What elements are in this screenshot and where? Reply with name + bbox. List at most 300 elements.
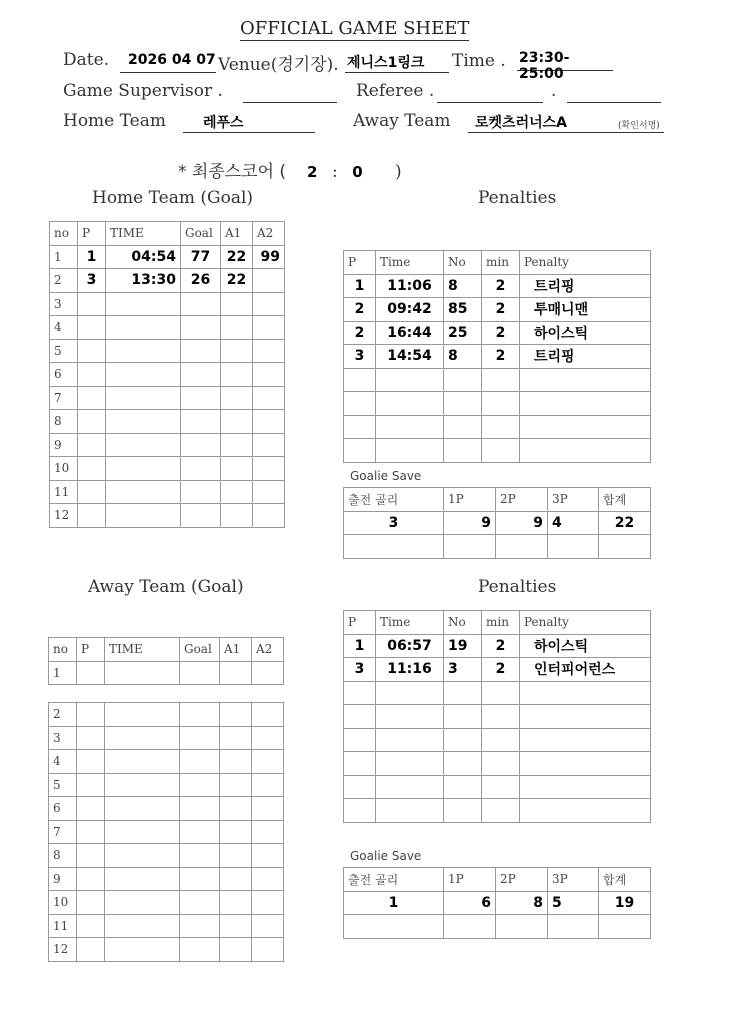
assist2-cell[interactable] — [253, 410, 285, 434]
assist1-cell[interactable] — [221, 316, 253, 340]
assist2-cell[interactable] — [252, 726, 284, 750]
player-number-cell[interactable]: 85 — [444, 298, 482, 322]
away-goalie-title: Goalie Save — [350, 849, 422, 863]
period-cell[interactable] — [344, 681, 376, 705]
goalie-number-cell[interactable] — [344, 535, 444, 559]
period3-saves-cell[interactable]: 4 — [548, 511, 599, 535]
minutes-cell[interactable] — [482, 752, 520, 776]
time-cell[interactable] — [106, 410, 181, 434]
home-goal-row — [50, 316, 285, 340]
time-cell[interactable] — [105, 797, 180, 821]
assist1-cell[interactable] — [220, 891, 252, 915]
date-label: Date. — [63, 50, 110, 70]
minutes-cell[interactable]: 2 — [482, 345, 520, 369]
goalie-number-cell[interactable] — [344, 915, 444, 939]
player-number-cell[interactable]: 3 — [444, 658, 482, 682]
period-cell[interactable] — [344, 415, 376, 439]
time-cell[interactable]: 14:54 — [376, 345, 444, 369]
period-cell[interactable]: 1 — [344, 634, 376, 658]
away-penalties-header-row — [344, 611, 651, 635]
player-number-cell[interactable] — [444, 728, 482, 752]
total-saves-cell[interactable] — [599, 535, 651, 559]
total-saves-cell[interactable] — [599, 915, 651, 939]
away-team-field[interactable] — [468, 110, 664, 133]
home-goals-col-header: P — [78, 222, 106, 246]
player-number-cell[interactable]: 19 — [444, 634, 482, 658]
player-number-cell[interactable] — [444, 415, 482, 439]
player-number-cell[interactable] — [444, 392, 482, 416]
row-number: 8 — [50, 410, 78, 434]
period-cell[interactable] — [77, 891, 105, 915]
away-penalty-row — [344, 705, 651, 729]
period-cell[interactable] — [344, 705, 376, 729]
minutes-cell[interactable] — [482, 681, 520, 705]
period2-saves-cell[interactable] — [496, 535, 548, 559]
period-cell[interactable] — [344, 368, 376, 392]
away-goal-row — [49, 844, 284, 868]
total-saves-cell[interactable]: 19 — [599, 891, 651, 915]
period2-saves-cell[interactable]: 8 — [496, 891, 548, 915]
away-goal-row — [49, 914, 284, 938]
time-cell[interactable] — [105, 914, 180, 938]
away-team-value: 로켓츠러너스A — [475, 115, 567, 131]
time-cell[interactable] — [376, 415, 444, 439]
goal-cell[interactable] — [180, 891, 220, 915]
time-cell[interactable]: 04:54 — [106, 245, 181, 269]
penalty-cell[interactable] — [520, 775, 651, 799]
assist2-cell[interactable] — [252, 867, 284, 891]
home-goal-row — [50, 410, 285, 434]
assist1-cell[interactable]: 22 — [221, 269, 253, 293]
row-number: 10 — [50, 457, 78, 481]
away-goalie-col-header: 3P — [548, 868, 599, 892]
home-goals-col-header: no — [50, 222, 78, 246]
away-goal-row — [49, 867, 284, 891]
time-cell[interactable] — [376, 799, 444, 823]
home-penalties-title: Penalties — [478, 188, 557, 208]
assist2-cell[interactable] — [253, 457, 285, 481]
penalty-cell[interactable]: 투매니맨 — [520, 298, 651, 322]
minutes-cell[interactable] — [482, 415, 520, 439]
goal-cell[interactable] — [180, 703, 220, 727]
period-cell[interactable] — [77, 938, 105, 962]
period-cell[interactable] — [344, 799, 376, 823]
home-goals-col-header: A1 — [221, 222, 253, 246]
minutes-cell[interactable] — [482, 439, 520, 463]
player-number-cell[interactable] — [444, 681, 482, 705]
time-cell[interactable] — [106, 480, 181, 504]
away-goal-row — [49, 820, 284, 844]
period-cell[interactable] — [77, 750, 105, 774]
assist2-cell[interactable] — [253, 504, 285, 528]
assist1-cell[interactable]: 22 — [221, 245, 253, 269]
home-penalties-table — [343, 250, 651, 463]
assist2-cell[interactable] — [252, 891, 284, 915]
row-number: 5 — [49, 773, 77, 797]
minutes-cell[interactable] — [482, 392, 520, 416]
period-cell[interactable] — [78, 316, 106, 340]
row-number: 10 — [49, 891, 77, 915]
minutes-cell[interactable] — [482, 368, 520, 392]
away-penalty-row — [344, 634, 651, 658]
home-penalty-row — [344, 368, 651, 392]
minutes-cell[interactable] — [482, 705, 520, 729]
period-cell[interactable] — [78, 363, 106, 387]
assist2-cell[interactable] — [252, 820, 284, 844]
assist2-cell[interactable] — [252, 797, 284, 821]
assist2-cell[interactable] — [252, 773, 284, 797]
minutes-cell[interactable] — [482, 799, 520, 823]
goal-cell[interactable] — [181, 292, 221, 316]
home-goals-table — [49, 221, 285, 528]
goal-cell[interactable] — [181, 504, 221, 528]
time-cell[interactable]: 11:06 — [376, 274, 444, 298]
time-cell[interactable] — [376, 752, 444, 776]
referee2-field[interactable] — [567, 80, 661, 103]
signature-note: (확인서명) — [618, 121, 660, 131]
time-cell[interactable] — [105, 867, 180, 891]
goal-cell[interactable] — [180, 726, 220, 750]
total-saves-cell[interactable]: 22 — [599, 511, 651, 535]
home-goal-row — [50, 433, 285, 457]
minutes-cell[interactable]: 2 — [482, 634, 520, 658]
home-penalty-row — [344, 439, 651, 463]
row-number: 6 — [50, 363, 78, 387]
away-goals-col-header: Goal — [180, 638, 220, 662]
assist1-cell[interactable] — [221, 480, 253, 504]
period-cell[interactable]: 2 — [344, 298, 376, 322]
assist2-cell[interactable] — [252, 938, 284, 962]
period-cell[interactable] — [77, 820, 105, 844]
home-team-field[interactable] — [183, 110, 315, 133]
assist2-cell[interactable] — [253, 433, 285, 457]
home-team-value: 레푸스 — [203, 115, 244, 131]
player-number-cell[interactable]: 25 — [444, 321, 482, 345]
goal-cell[interactable] — [180, 844, 220, 868]
goal-cell[interactable] — [180, 867, 220, 891]
penalty-cell[interactable]: 트리핑 — [520, 274, 651, 298]
period-cell[interactable] — [78, 292, 106, 316]
row-number: 1 — [50, 245, 78, 269]
period1-saves-cell[interactable]: 6 — [444, 891, 496, 915]
time-value: 23:30-25:00 — [519, 50, 570, 82]
away-goalie-row — [344, 915, 651, 939]
goal-cell[interactable] — [180, 661, 220, 685]
assist2-cell[interactable] — [253, 363, 285, 387]
assist1-cell[interactable] — [220, 773, 252, 797]
penalty-cell[interactable] — [520, 392, 651, 416]
time-cell[interactable] — [106, 363, 181, 387]
penalty-cell[interactable]: 트리핑 — [520, 345, 651, 369]
assist2-cell[interactable] — [253, 269, 285, 293]
period-cell[interactable] — [344, 439, 376, 463]
away-goal-row — [49, 773, 284, 797]
player-number-cell[interactable] — [444, 368, 482, 392]
time-cell[interactable] — [376, 681, 444, 705]
goal-cell[interactable] — [181, 433, 221, 457]
goal-cell[interactable] — [181, 386, 221, 410]
goal-cell[interactable] — [181, 363, 221, 387]
period-cell[interactable] — [77, 914, 105, 938]
away-goal-row — [49, 797, 284, 821]
time-cell[interactable] — [106, 316, 181, 340]
venue-field[interactable] — [345, 50, 449, 73]
penalty-cell[interactable] — [520, 368, 651, 392]
period-cell[interactable]: 2 — [344, 321, 376, 345]
home-goalie-title: Goalie Save — [350, 469, 422, 483]
time-cell[interactable] — [376, 368, 444, 392]
assist1-cell[interactable] — [221, 433, 253, 457]
home-goal-row — [50, 292, 285, 316]
period3-saves-cell[interactable]: 5 — [548, 891, 599, 915]
away-penalty-row — [344, 752, 651, 776]
time-cell[interactable] — [105, 726, 180, 750]
player-number-cell[interactable] — [444, 799, 482, 823]
home-penalties-col-header: P — [344, 251, 376, 275]
player-number-cell[interactable] — [444, 752, 482, 776]
penalty-cell[interactable] — [520, 728, 651, 752]
assist1-cell[interactable] — [220, 726, 252, 750]
time-cell[interactable] — [106, 504, 181, 528]
period-cell[interactable] — [78, 410, 106, 434]
period1-saves-cell[interactable]: 9 — [444, 511, 496, 535]
home-goalie-row — [344, 511, 651, 535]
home-goalie-col-header: 출전 골리 — [344, 488, 444, 512]
row-number: 3 — [50, 292, 78, 316]
time-cell[interactable] — [106, 386, 181, 410]
time-cell[interactable] — [376, 775, 444, 799]
goal-cell[interactable] — [181, 410, 221, 434]
period2-saves-cell[interactable]: 9 — [496, 511, 548, 535]
goal-cell[interactable] — [181, 480, 221, 504]
period-cell[interactable] — [78, 433, 106, 457]
period-cell[interactable] — [77, 797, 105, 821]
assist1-cell[interactable] — [221, 292, 253, 316]
period-cell[interactable]: 3 — [344, 658, 376, 682]
away-penalties-col-header: min — [482, 611, 520, 635]
penalty-cell[interactable]: 하이스틱 — [520, 321, 651, 345]
assist2-cell[interactable] — [253, 292, 285, 316]
period-cell[interactable] — [77, 726, 105, 750]
player-number-cell[interactable] — [444, 439, 482, 463]
period-cell[interactable] — [344, 392, 376, 416]
row-number: 11 — [49, 914, 77, 938]
assist2-cell[interactable] — [252, 844, 284, 868]
time-cell[interactable] — [376, 728, 444, 752]
penalty-cell[interactable] — [520, 681, 651, 705]
time-cell[interactable]: 13:30 — [106, 269, 181, 293]
penalty-cell[interactable] — [520, 415, 651, 439]
player-number-cell[interactable] — [444, 775, 482, 799]
period1-saves-cell[interactable] — [444, 915, 496, 939]
time-cell[interactable]: 06:57 — [376, 634, 444, 658]
time-cell[interactable] — [106, 292, 181, 316]
time-cell[interactable] — [105, 703, 180, 727]
row-number: 12 — [50, 504, 78, 528]
supervisor-label: Game Supervisor . — [63, 81, 223, 101]
row-number: 4 — [49, 750, 77, 774]
time-cell[interactable]: 09:42 — [376, 298, 444, 322]
assist1-cell[interactable] — [221, 457, 253, 481]
time-cell[interactable] — [376, 439, 444, 463]
home-goals-header-row — [50, 222, 285, 246]
period-cell[interactable] — [344, 775, 376, 799]
time-cell[interactable] — [105, 750, 180, 774]
assist2-cell[interactable] — [252, 703, 284, 727]
assist2-cell[interactable]: 99 — [253, 245, 285, 269]
assist1-cell[interactable] — [220, 750, 252, 774]
assist1-cell[interactable] — [220, 844, 252, 868]
minutes-cell[interactable]: 2 — [482, 658, 520, 682]
period-cell[interactable] — [77, 703, 105, 727]
referee-field[interactable] — [437, 80, 543, 103]
time-cell[interactable]: 11:16 — [376, 658, 444, 682]
assist1-cell[interactable] — [221, 339, 253, 363]
time-cell[interactable] — [105, 891, 180, 915]
goal-cell[interactable] — [181, 316, 221, 340]
away-goals-title: Away Team (Goal) — [88, 577, 244, 597]
period-cell[interactable] — [77, 844, 105, 868]
supervisor-field[interactable] — [243, 80, 337, 103]
assist1-cell[interactable] — [221, 363, 253, 387]
home-goals-col-header: TIME — [106, 222, 181, 246]
away-goalie-table — [343, 867, 651, 939]
away-penalties-col-header: P — [344, 611, 376, 635]
assist2-cell[interactable] — [253, 339, 285, 363]
time-field[interactable] — [517, 48, 613, 82]
penalty-cell[interactable] — [520, 439, 651, 463]
assist1-cell[interactable] — [221, 386, 253, 410]
player-number-cell[interactable]: 8 — [444, 274, 482, 298]
period-cell[interactable] — [78, 457, 106, 481]
row-number: 3 — [49, 726, 77, 750]
assist2-cell[interactable] — [252, 914, 284, 938]
goal-cell[interactable] — [181, 339, 221, 363]
assist1-cell[interactable] — [220, 797, 252, 821]
home-penalties-header-row — [344, 251, 651, 275]
home-goal-row — [50, 457, 285, 481]
assist1-cell[interactable] — [221, 410, 253, 434]
minutes-cell[interactable] — [482, 775, 520, 799]
period-cell[interactable] — [77, 773, 105, 797]
period-cell[interactable]: 3 — [78, 269, 106, 293]
period-cell[interactable]: 1 — [344, 274, 376, 298]
assist2-cell[interactable] — [253, 316, 285, 340]
home-goal-row — [50, 339, 285, 363]
time-cell[interactable] — [105, 844, 180, 868]
home-goalie-col-header: 2P — [496, 488, 548, 512]
assist2-cell[interactable] — [252, 661, 284, 685]
period-cell[interactable] — [78, 339, 106, 363]
minutes-cell[interactable] — [482, 728, 520, 752]
time-cell[interactable] — [105, 938, 180, 962]
goal-cell[interactable] — [180, 773, 220, 797]
time-cell[interactable] — [105, 661, 180, 685]
penalty-cell[interactable] — [520, 705, 651, 729]
penalty-cell[interactable]: 인터피어런스 — [520, 658, 651, 682]
period3-saves-cell[interactable] — [548, 915, 599, 939]
date-value: 2026 04 07 — [128, 52, 216, 68]
referee2-separator: . — [551, 81, 557, 101]
assist2-cell[interactable] — [253, 386, 285, 410]
assist1-cell[interactable] — [220, 820, 252, 844]
time-cell[interactable] — [376, 392, 444, 416]
time-cell[interactable] — [105, 820, 180, 844]
minutes-cell[interactable]: 2 — [482, 321, 520, 345]
time-cell[interactable] — [105, 773, 180, 797]
time-cell[interactable] — [106, 457, 181, 481]
period-cell[interactable] — [77, 867, 105, 891]
goal-cell[interactable] — [180, 750, 220, 774]
period-cell[interactable] — [344, 728, 376, 752]
goal-cell[interactable] — [180, 914, 220, 938]
goalie-number-cell[interactable]: 1 — [344, 891, 444, 915]
assist2-cell[interactable] — [253, 480, 285, 504]
goal-cell[interactable] — [180, 797, 220, 821]
period2-saves-cell[interactable] — [496, 915, 548, 939]
assist1-cell[interactable] — [221, 504, 253, 528]
away-goal-row — [49, 661, 284, 685]
period-cell[interactable] — [77, 661, 105, 685]
period-cell[interactable] — [78, 504, 106, 528]
home-penalties-col-header: No — [444, 251, 482, 275]
assist1-cell[interactable] — [220, 914, 252, 938]
player-number-cell[interactable]: 8 — [444, 345, 482, 369]
row-number: 6 — [49, 797, 77, 821]
goal-cell[interactable]: 77 — [181, 245, 221, 269]
sheet-title: OFFICIAL GAME SHEET — [240, 18, 470, 39]
goal-cell[interactable] — [181, 457, 221, 481]
away-goals-col-header: P — [77, 638, 105, 662]
date-field[interactable] — [120, 50, 216, 73]
assist1-cell[interactable] — [220, 661, 252, 685]
period-cell[interactable] — [78, 386, 106, 410]
period1-saves-cell[interactable] — [444, 535, 496, 559]
period-cell[interactable] — [78, 480, 106, 504]
home-goalie-header-row — [344, 488, 651, 512]
period-cell[interactable]: 1 — [78, 245, 106, 269]
assist1-cell[interactable] — [220, 703, 252, 727]
period-cell[interactable]: 3 — [344, 345, 376, 369]
assist1-cell[interactable] — [220, 938, 252, 962]
penalty-cell[interactable]: 하이스틱 — [520, 634, 651, 658]
minutes-cell[interactable]: 2 — [482, 298, 520, 322]
period3-saves-cell[interactable] — [548, 535, 599, 559]
goal-cell[interactable] — [180, 820, 220, 844]
player-number-cell[interactable] — [444, 705, 482, 729]
goal-cell[interactable] — [180, 938, 220, 962]
time-cell[interactable] — [106, 339, 181, 363]
minutes-cell[interactable]: 2 — [482, 274, 520, 298]
away-goals-table-top — [48, 637, 284, 685]
goal-cell[interactable]: 26 — [181, 269, 221, 293]
home-goalie-col-header: 1P — [444, 488, 496, 512]
row-number: 12 — [49, 938, 77, 962]
penalty-cell[interactable] — [520, 752, 651, 776]
penalty-cell[interactable] — [520, 799, 651, 823]
home-goal-row — [50, 363, 285, 387]
time-cell[interactable] — [376, 705, 444, 729]
assist1-cell[interactable] — [220, 867, 252, 891]
row-number: 7 — [50, 386, 78, 410]
home-goalie-col-header: 합계 — [599, 488, 651, 512]
assist2-cell[interactable] — [252, 750, 284, 774]
goalie-number-cell[interactable]: 3 — [344, 511, 444, 535]
time-cell[interactable]: 16:44 — [376, 321, 444, 345]
period-cell[interactable] — [344, 752, 376, 776]
home-penalty-row — [344, 345, 651, 369]
time-cell[interactable] — [106, 433, 181, 457]
